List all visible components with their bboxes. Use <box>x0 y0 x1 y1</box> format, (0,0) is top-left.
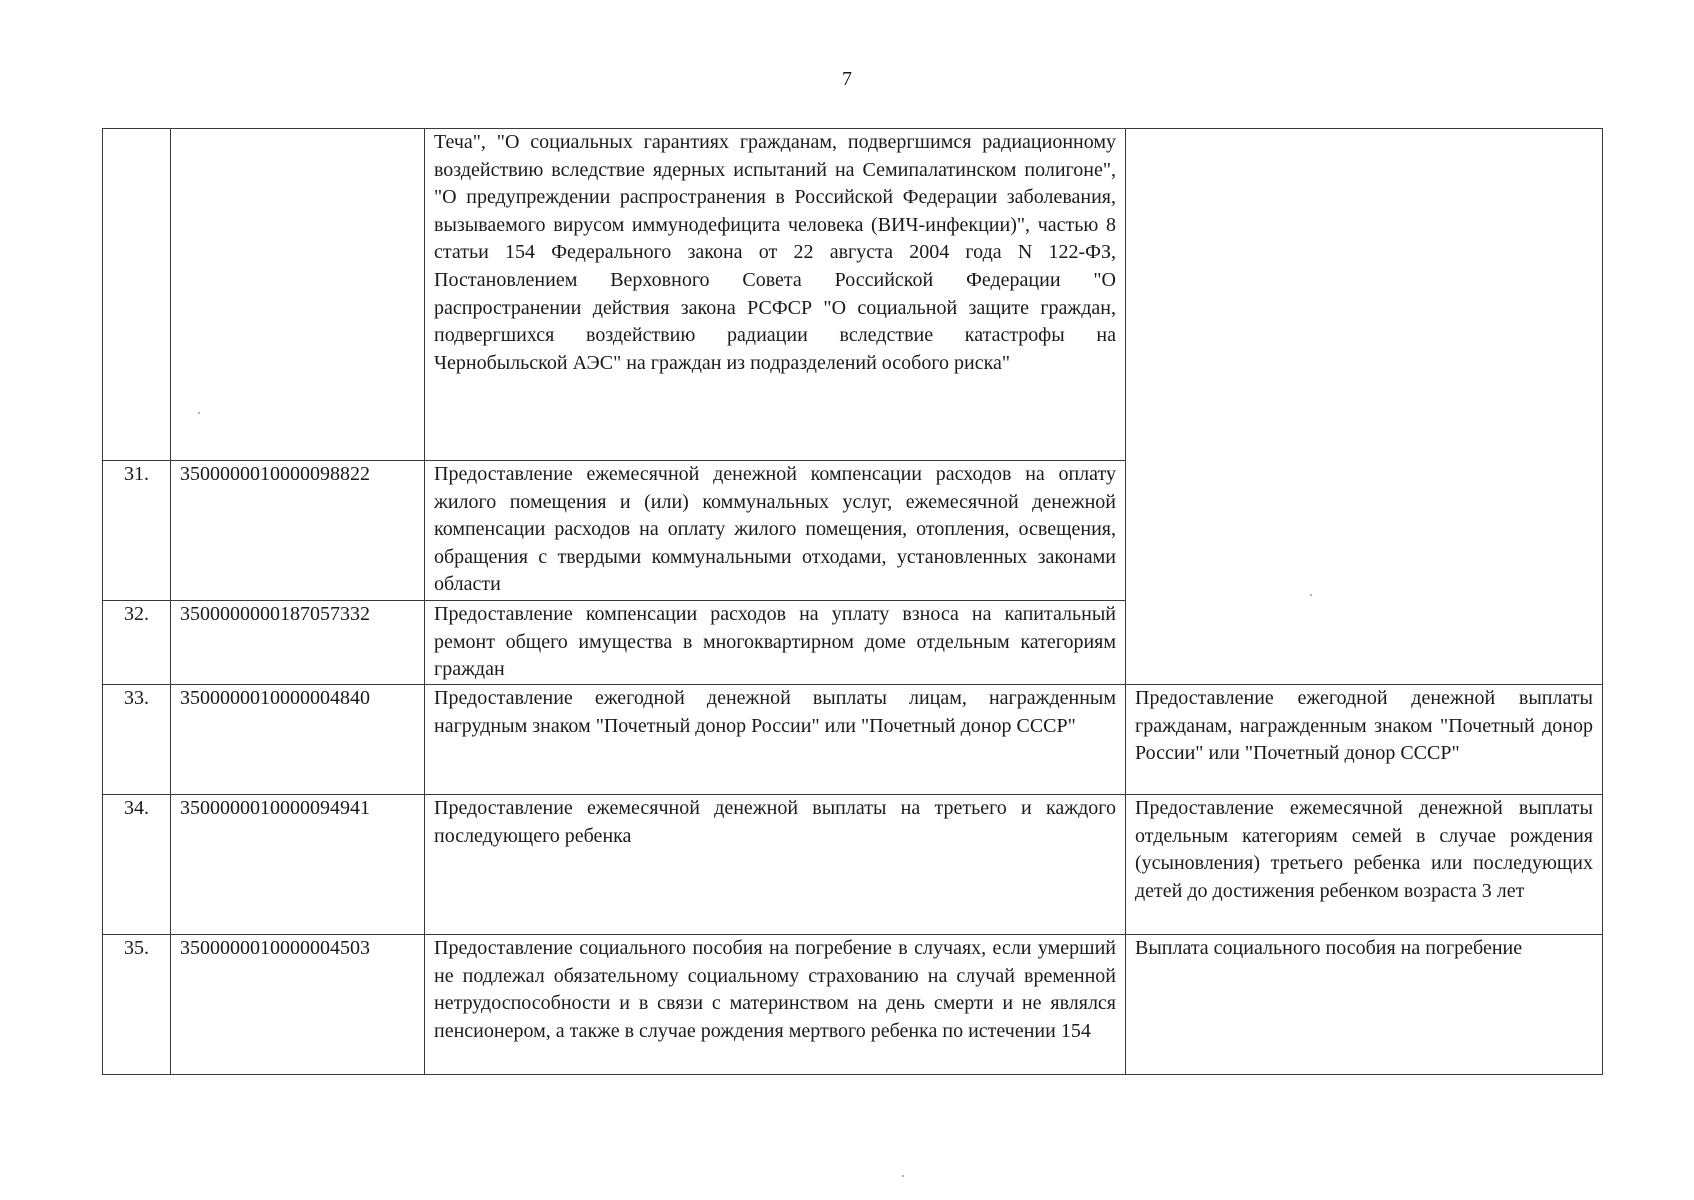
service-name-cell: Предоставление социального пособия на погребение в случаях, если умерший не подлежал обязательному социальному страхованию на случай временной нетрудоспособности и в связи с материнством на день смерти и не являлся пенсионером, а также в случае рождения мертвого ребенка по истечении 154 <box>425 935 1126 1075</box>
service-description-cell: Предоставление ежемесячной денежной выплаты отдельным категориям семей в случае рождения (усыновления) третьего ребенка или последующих детей до достижения ребенком возраста 3 лет <box>1126 795 1603 935</box>
table-row <box>103 935 1603 1075</box>
scan-speck <box>902 1175 904 1177</box>
scan-speck <box>1310 594 1312 596</box>
row-number-cell: 34. <box>103 795 171 935</box>
row-number-cell: 33. <box>103 685 171 795</box>
service-code-cell: 3500000010000094941 <box>171 795 425 935</box>
service-name-cell: Теча", "О социальных гарантиях гражданам, подвергшимся радиационному воздействию вследствие ядерных испытаний на Семипалатинском полигоне", "О предупреждении распространения в Российской Федерации заболевания, вызываемого вирусом иммунодефицита человека (ВИЧ-инфекции)", частью 8 статьи 154 Федерального закона от 22 августа 2004 года N 122-ФЗ, Постановлением Верховного Совета Российской Федерации "О распространении действия закона РСФСР "О социальной защите граждан, подвергшихся воздействию радиации вследствие катастрофы на Чернобыльской АЭС" на граждан из подразделений особого риска" <box>425 129 1126 461</box>
table-row <box>103 685 1603 795</box>
service-code-cell: 3500000000187057332 <box>171 601 425 685</box>
row-number-cell <box>103 129 171 461</box>
scan-speck <box>198 412 200 414</box>
row-number-cell: 35. <box>103 935 171 1075</box>
service-description-cell-empty <box>1126 129 1603 685</box>
service-name-cell: Предоставление компенсации расходов на уплату взноса на капитальный ремонт общего имущества в многоквартирном доме отдельным категориям граждан <box>425 601 1126 685</box>
service-name-cell: Предоставление ежегодной денежной выплаты лицам, награжденным нагрудным знаком "Почетный донор России" или "Почетный донор СССР" <box>425 685 1126 795</box>
table-row <box>103 129 1603 461</box>
service-name-cell: Предоставление ежемесячной денежной компенсации расходов на оплату жилого помещения и (или) коммунальных услуг, ежемесячной денежной компенсации расходов на оплату жилого помещения, отопления, освещения, обращения с твердыми коммунальными отходами, установленных законами области <box>425 461 1126 601</box>
services-table <box>102 128 1603 1075</box>
service-name-cell: Предоставление ежемесячной денежной выплаты на третьего и каждого последующего ребенка <box>425 795 1126 935</box>
service-code-cell <box>171 129 425 461</box>
service-code-cell: 3500000010000004840 <box>171 685 425 795</box>
page-number: 7 <box>842 68 852 90</box>
row-number-cell: 31. <box>103 461 171 601</box>
service-description-cell: Предоставление ежегодной денежной выплаты гражданам, награжденным знаком "Почетный донор России" или "Почетный донор СССР" <box>1126 685 1603 795</box>
table-row <box>103 795 1603 935</box>
service-code-cell: 3500000010000004503 <box>171 935 425 1075</box>
service-description-cell: Выплата социального пособия на погребение <box>1126 935 1603 1075</box>
row-number-cell: 32. <box>103 601 171 685</box>
service-code-cell: 3500000010000098822 <box>171 461 425 601</box>
